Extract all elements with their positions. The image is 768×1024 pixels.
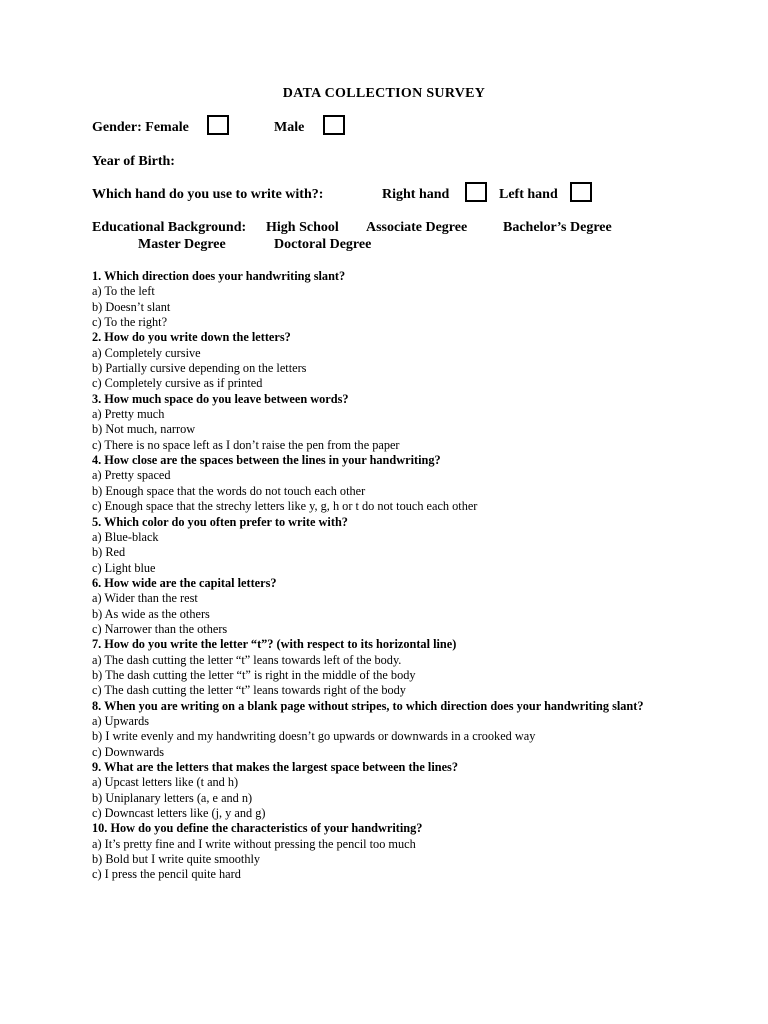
answer-option: c) Narrower than the others <box>92 621 228 636</box>
answer-option: c) The dash cutting the letter “t” leans towards right of the body <box>92 683 406 698</box>
gender-label: Gender: Female <box>92 120 189 135</box>
question-text: 2. How do you write down the letters? <box>92 330 291 345</box>
answer-option: b) Uniplanary letters (a, e and n) <box>92 790 253 805</box>
answer-option: b) I write evenly and my handwriting doesn’t go upwards or downwards in a crooked way <box>92 729 536 744</box>
left-hand-label: Left hand <box>499 187 558 202</box>
male-label: Male <box>274 120 305 135</box>
question-text: 6. How wide are the capital letters? <box>92 575 277 590</box>
answer-option: b) Not much, narrow <box>92 422 196 437</box>
answer-option: c) There is no space left as I don’t raise the pen from the paper <box>92 437 400 452</box>
answer-option: b) The dash cutting the letter “t” is right in the middle of the body <box>92 667 416 682</box>
answer-option: a) Upcast letters like (t and h) <box>92 775 239 790</box>
education-option-high-school: High School <box>266 220 339 235</box>
question-text: 7. How do you write the letter “t”? (with respect to its horizontal line) <box>92 637 457 652</box>
answer-option: c) Completely cursive as if printed <box>92 376 263 391</box>
answer-option: a) Upwards <box>92 713 150 728</box>
answer-option: a) To the left <box>92 284 155 299</box>
answer-option: b) Bold but I write quite smoothly <box>92 852 261 867</box>
left-hand-checkbox[interactable] <box>570 182 592 202</box>
male-checkbox[interactable] <box>323 115 345 135</box>
answer-option: c) Light blue <box>92 560 156 575</box>
question-text: 1. Which direction does your handwriting slant? <box>92 269 346 283</box>
question-text: 8. When you are writing on a blank page without stripes, to which direction does your handwriting slant? <box>92 698 644 713</box>
survey-title: DATA COLLECTION SURVEY <box>282 86 486 101</box>
answer-option: c) I press the pencil quite hard <box>92 867 241 882</box>
answer-option: c) Downcast letters like (j, y and g) <box>92 806 266 821</box>
female-checkbox[interactable] <box>207 115 229 135</box>
education-option-associate: Associate Degree <box>366 220 468 235</box>
answer-option: c) Enough space that the strechy letters like y, g, h or t do not touch each other <box>92 499 478 514</box>
question-text: 3. How much space do you leave between words? <box>92 391 349 406</box>
education-label: Educational Background: <box>92 220 247 235</box>
answer-option: a) Completely cursive <box>92 345 201 360</box>
question-text: 4. How close are the spaces between the lines in your handwriting? <box>92 453 441 468</box>
answer-option: c) Downwards <box>92 744 165 759</box>
answer-option: a) It’s pretty fine and I write without pressing the pencil too much <box>92 836 416 851</box>
answer-option: b) As wide as the others <box>92 606 210 621</box>
writing-hand-label: Which hand do you use to write with?: <box>92 187 324 202</box>
right-hand-checkbox[interactable] <box>465 182 487 202</box>
education-option-bachelor: Bachelor’s Degree <box>503 220 612 235</box>
answer-option: a) Blue-black <box>92 529 159 544</box>
answer-option: a) Wider than the rest <box>92 591 198 606</box>
answer-option: c) To the right? <box>92 315 168 330</box>
answer-option: b) Red <box>92 545 126 560</box>
education-option-master: Master Degree <box>138 237 226 252</box>
answer-option: b) Doesn’t slant <box>92 299 171 314</box>
answer-option: a) Pretty spaced <box>92 468 171 483</box>
right-hand-label: Right hand <box>382 187 450 202</box>
question-list <box>92 269 692 883</box>
answer-option: a) The dash cutting the letter “t” leans towards left of the body. <box>92 652 402 667</box>
education-option-doctoral: Doctoral Degree <box>274 237 372 252</box>
answer-option: a) Pretty much <box>92 407 165 422</box>
year-of-birth-label: Year of Birth: <box>92 154 175 169</box>
answer-option: b) Enough space that the words do not touch each other <box>92 483 366 498</box>
question-text: 10. How do you define the characteristics of your handwriting? <box>92 821 423 836</box>
question-text: 5. Which color do you often prefer to write with? <box>92 514 348 529</box>
question-text: 9. What are the letters that makes the largest space between the lines? <box>92 760 458 774</box>
answer-option: b) Partially cursive depending on the letters <box>92 361 307 376</box>
